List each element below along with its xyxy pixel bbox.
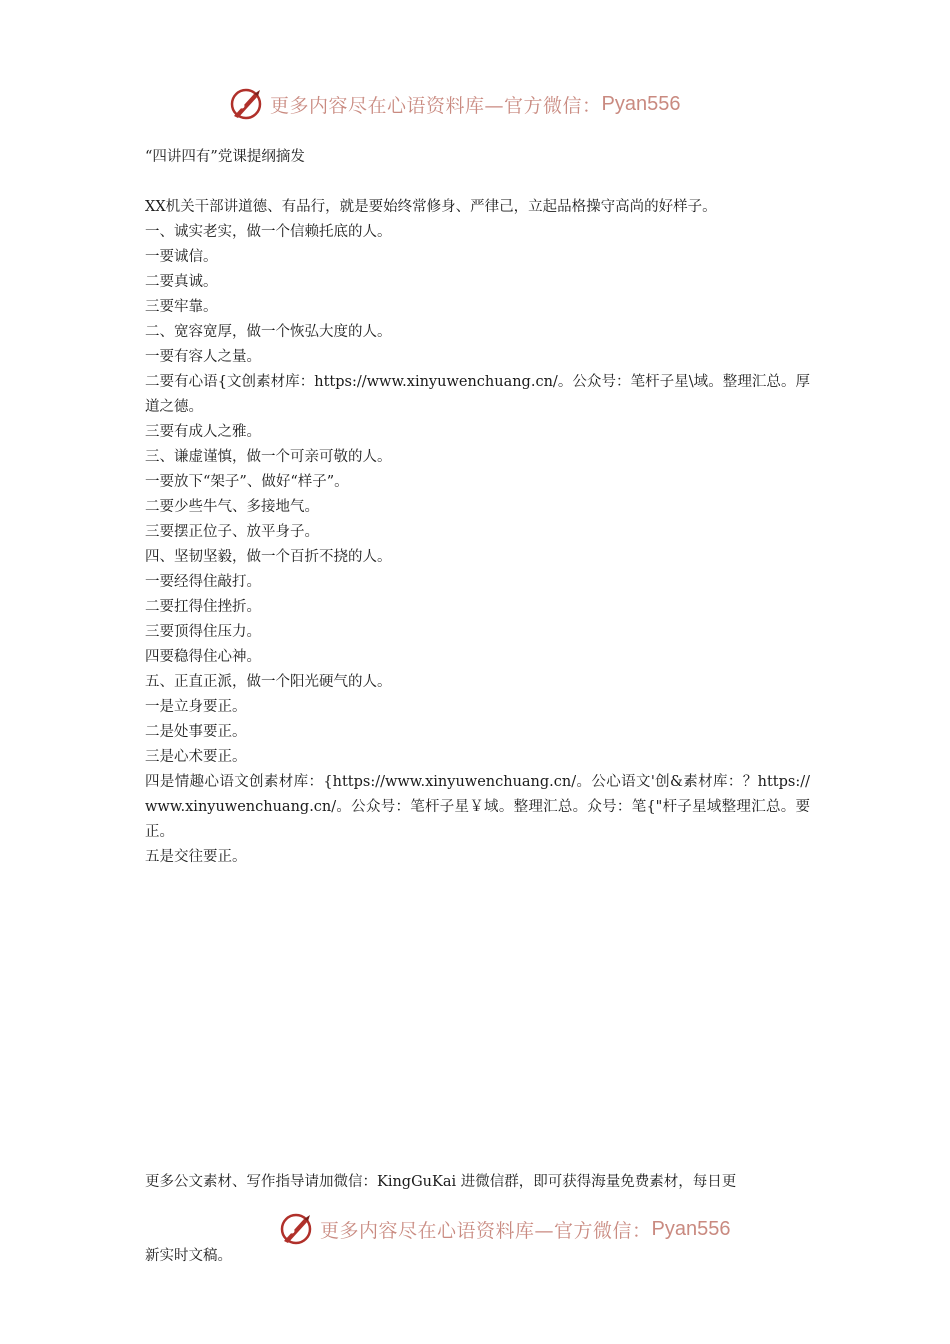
section-heading: 二、宽容宽厚，做一个恢弘大度的人。 xyxy=(145,324,392,340)
section-heading: 四、坚韧坚毅，做一个百折不挠的人。 xyxy=(145,549,392,565)
pen-brush-logo-icon xyxy=(278,1211,314,1247)
paragraph: 二要扛得住挫折。 xyxy=(145,599,261,615)
paragraph: 二要少些牛气、多接地气。 xyxy=(145,499,319,515)
paragraph: 一要有容人之量。 xyxy=(145,349,261,365)
banner-text: 更多内容尽在心语资料库—官方微信： xyxy=(320,1219,652,1242)
section-heading: 五、正直正派，做一个阳光硬气的人。 xyxy=(145,674,392,690)
paragraph: 一要诚信。 xyxy=(145,249,218,265)
paragraph: 三要摆正位子、放平身子。 xyxy=(145,524,319,540)
banner-text: 更多内容尽在心语资料库—官方微信： xyxy=(270,94,602,117)
pen-brush-logo-icon xyxy=(228,86,264,122)
paragraph: 一是立身要正。 xyxy=(145,699,247,715)
footer-promo-line: 更多公文素材、写作指导请加微信：KingGuKai 进微信群，即可获得海量免费素材，每日更 xyxy=(145,1174,737,1190)
paragraph: 四要稳得住心神。 xyxy=(145,649,261,665)
banner-wechat-id: Pyan556 xyxy=(601,92,681,115)
paragraph: 三要牢靠。 xyxy=(145,299,218,315)
paragraph: XX机关干部讲道德、有品行，就是要始终常修身、严律己，立起品格操守高尚的好样子。 xyxy=(145,199,717,215)
paragraph: 三是心术要正。 xyxy=(145,749,247,765)
paragraph: 二要有心语{文创素材库：https://www.xinyuwenchuang.cn/。公众号：笔杆子星\域。整理汇总。厚道之德。 xyxy=(145,374,810,415)
document-body xyxy=(145,145,810,870)
paragraph: 三要顶得住压力。 xyxy=(145,624,261,640)
footer-promo-line-2: 新实时文稿。 xyxy=(145,1248,232,1264)
section-heading: 三、谦虚谨慎，做一个可亲可敬的人。 xyxy=(145,449,392,465)
banner-wechat-id: Pyan556 xyxy=(651,1217,731,1240)
header-banner xyxy=(228,84,680,124)
paragraph: 四是情趣心语文创素材库：{https://www.xinyuwenchuang.cn/。公心语文'创&素材库：？https://www.xinyuwenchuang.cn/。公众号：笔杆子星￥域。整理汇总。众号：笔{"杆子星域整理汇总。要正。 xyxy=(145,774,810,840)
footer-banner xyxy=(278,1209,730,1249)
paragraph: 一要经得住敲打。 xyxy=(145,574,261,590)
paragraph: 二要真诚。 xyxy=(145,274,218,290)
paragraph: 五是交往要正。 xyxy=(145,849,247,865)
document-title: “四讲四有”党课提纲摘发 xyxy=(145,149,305,165)
paragraph: 三要有成人之雅。 xyxy=(145,424,261,440)
paragraph: 二是处事要正。 xyxy=(145,724,247,740)
section-heading: 一、诚实老实，做一个信赖托底的人。 xyxy=(145,224,392,240)
paragraph: 一要放下“架子”、做好“样子”。 xyxy=(145,474,349,490)
